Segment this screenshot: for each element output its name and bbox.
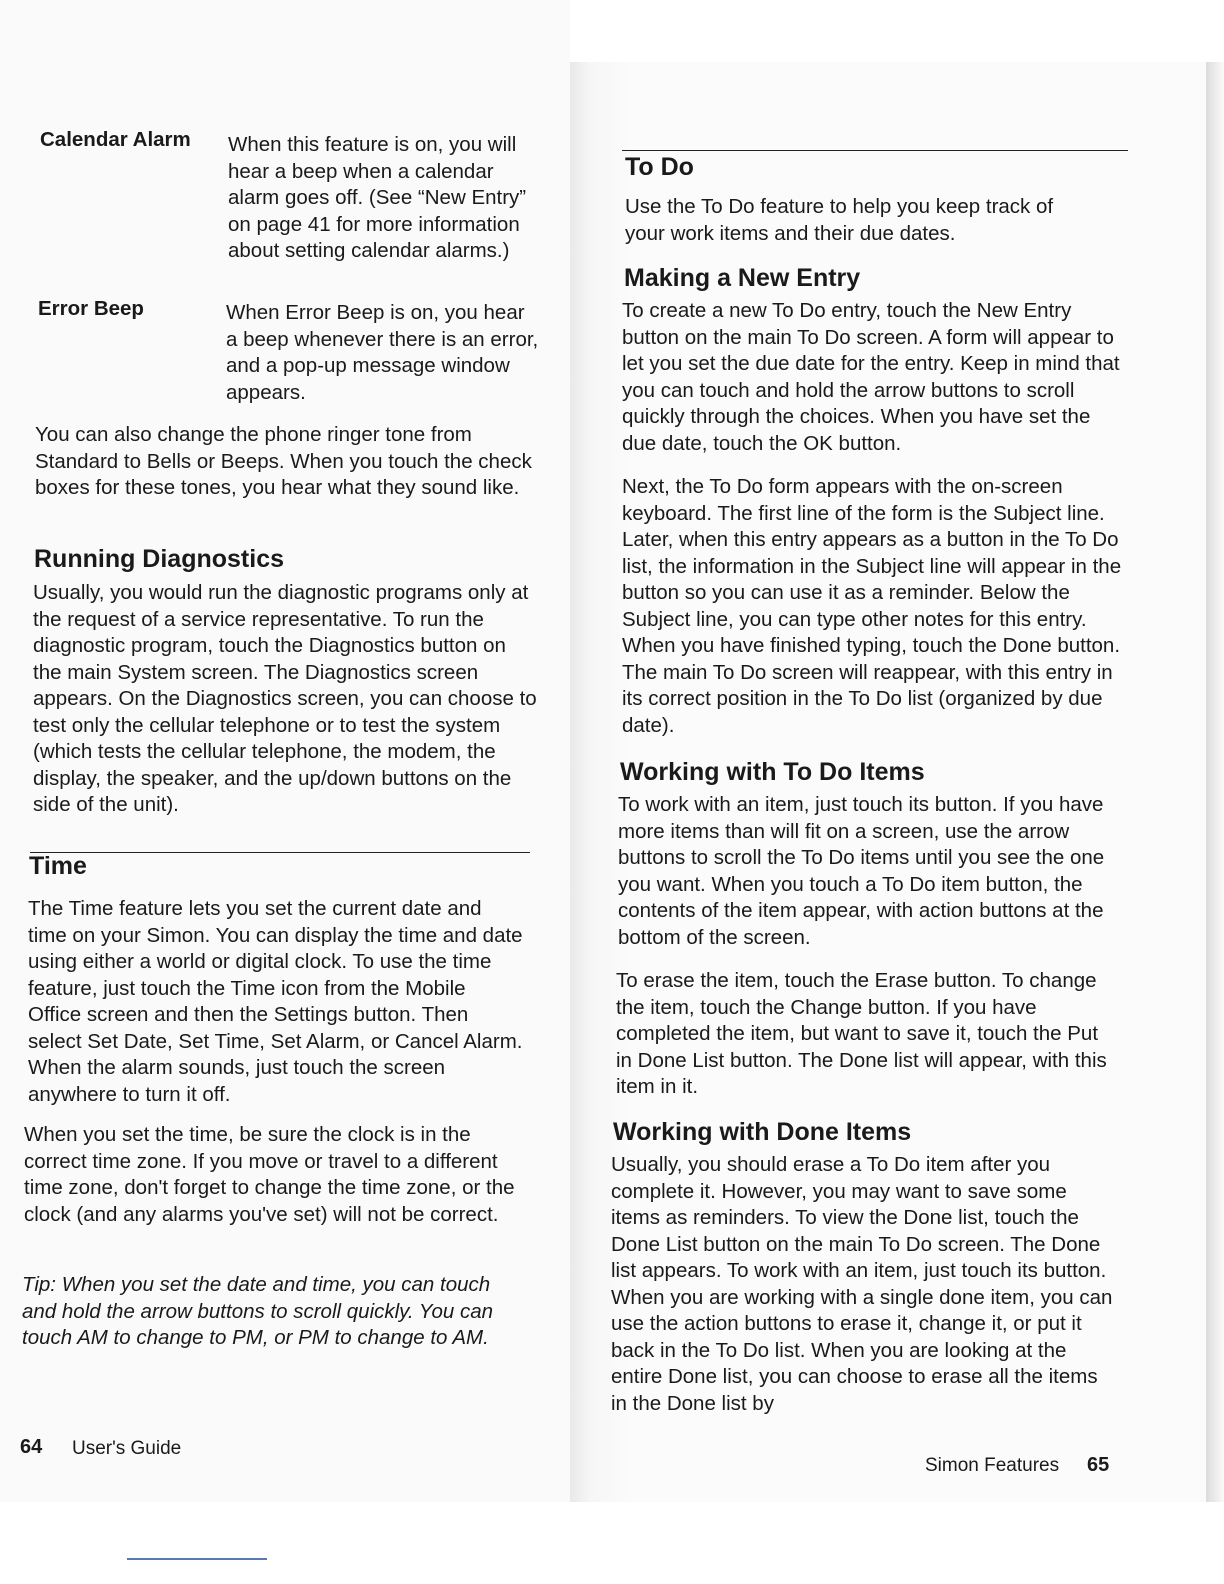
ringer-paragraph: You can also change the phone ringer tone from Standard to Bells or Beeps. When you touch the check boxes for these tones, you hear what they sound like. <box>35 423 532 499</box>
time-paragraph: When you set the time, be sure the clock is in the correct time zone. If you move or travel to a different time zone, don't forget to change the time zone, or the clock (and any alarms you've set) will not be correct. <box>24 1123 515 1226</box>
page-number: 65 <box>1087 1454 1110 1476</box>
definition-text: When Error Beep is on, you hear a beep whenever there is an error, and a pop-up message window appears. <box>226 301 539 404</box>
section-rule <box>30 852 530 853</box>
definition-term: Calendar Alarm <box>40 128 191 151</box>
bottom-margin <box>0 1502 1224 1584</box>
todo-heading: To Do <box>625 153 694 181</box>
page-edge <box>1206 62 1224 1502</box>
diagnostics-heading: Running Diagnostics <box>34 545 284 573</box>
working-done-heading: Working with Done Items <box>613 1118 912 1146</box>
tip-paragraph: Tip: When you set the date and time, you can touch and hold the arrow buttons to scroll quickly. You can touch AM to change to PM, or PM to change to AM. <box>22 1273 494 1349</box>
todo-paragraph: Use the To Do feature to help you keep track of your work items and their due dates. <box>625 195 1054 245</box>
page-number: 64 <box>20 1436 43 1458</box>
new-entry-paragraph: Next, the To Do form appears with the on-screen keyboard. The first line of the form is the Subject line. Later, when this entry appears as a button in the To Do list, the information in the Subject line will appear in the button so you can use it as a reminder. Below the Subject line, you can type other notes for this entry. When you have finished typing, touch the Done button. The main To Do screen will reappear, with this entry in its correct position in the To Do list (organized by due date). <box>622 475 1122 737</box>
footer-title: User's Guide <box>72 1438 182 1459</box>
new-entry-paragraph: To create a new To Do entry, touch the New Entry button on the main To Do screen. A form will appear to let you set the due date for the entry. Keep in mind that you can touch and hold the arrow buttons to scroll quickly through the choices. When you have set the due date, touch the OK button. <box>622 299 1120 455</box>
time-paragraph: The Time feature lets you set the current date and time on your Simon. You can display the time and date using either a world or digital clock. To use the time feature, just touch the Time icon from the Mobile Office screen and then the Settings button. Then select Set Date, Set Time, Set Alarm, or Cancel Alarm. When the alarm sounds, just touch the screen anywhere to turn it off. <box>28 897 523 1106</box>
working-done-paragraph: Usually, you should erase a To Do item after you complete it. However, you may want to save some items as reminders. To view the Done list, touch the Done List button on the main To Do screen. The Done list appears. To work with an item, just touch its button. When you are working with a single done item, you can use the action buttons to erase it, change it, or put it back in the To Do list. When you are looking at the entire Done list, you can choose to erase all the items in the Done list by <box>611 1153 1113 1415</box>
time-heading: Time <box>29 852 87 880</box>
footer-title: Simon Features <box>925 1455 1060 1476</box>
bottom-accent-line <box>127 1558 267 1560</box>
working-todo-paragraph: To erase the item, touch the Erase button. To change the item, touch the Change button. If you have completed the item, but want to save it, touch the Put in Done List button. The Done list will appear, with this item in it. <box>616 969 1107 1098</box>
definition-text: When this feature is on, you will hear a beep when a calendar alarm goes off. (See “New Entry” on page 41 for more information about setting calendar alarms.) <box>228 133 527 262</box>
new-entry-heading: Making a New Entry <box>624 264 861 292</box>
diagnostics-paragraph: Usually, you would run the diagnostic programs only at the request of a service representative. To run the diagnostic program, touch the Diagnostics button on the main System screen. The Diagnostics screen appears. On the Diagnostics screen, you can choose to test only the cellular telephone or to test the system (which tests the cellular telephone, the modem, the display, the speaker, and the up/down buttons on the side of the unit). <box>33 581 537 816</box>
definition-term: Error Beep <box>38 297 144 320</box>
working-todo-paragraph: To work with an item, just touch its button. If you have more items than will fit on a screen, use the arrow buttons to scroll the To Do items until you see the one you want. When you touch a To Do item button, the contents of the item appear, with action buttons at the bottom of the screen. <box>618 793 1105 949</box>
section-rule <box>622 150 1128 151</box>
working-todo-heading: Working with To Do Items <box>620 758 925 786</box>
